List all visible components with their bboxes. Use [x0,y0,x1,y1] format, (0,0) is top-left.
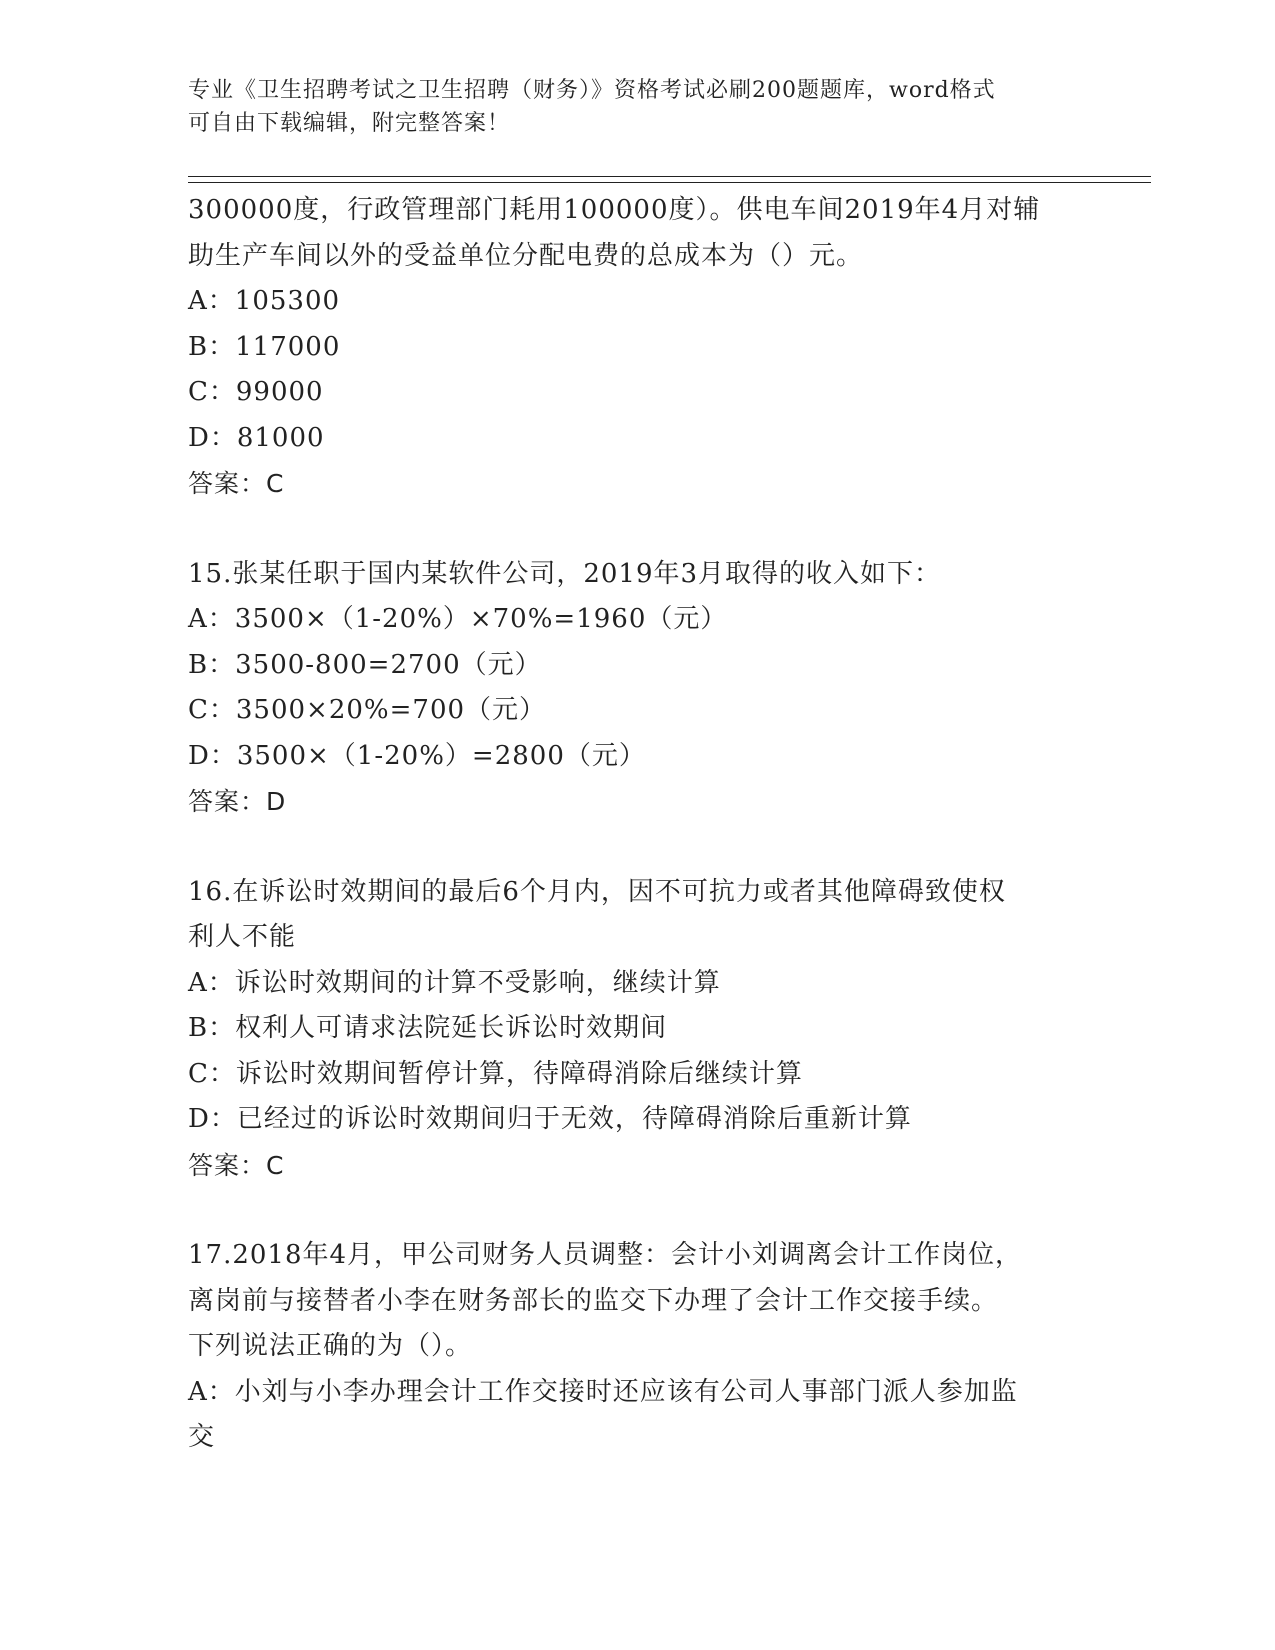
option-a-continued: 交 [188,1422,216,1452]
question-stem: 下列说法正确的为（）。 [188,1331,473,1361]
question-17 [188,1233,1088,1461]
header-divider-top [188,176,1151,177]
option-a: A：105300 [188,286,341,316]
option-a: A：小刘与小李办理会计工作交接时还应该有公司人事部门派人参加监 [188,1376,1018,1407]
question-15 [188,552,1088,825]
option-c: C：3500×20%=700（元） [188,695,547,725]
question-stem: 17.2018年4月，甲公司财务人员调整：会计小刘调离会计工作岗位， [188,1240,1023,1270]
document-header [188,74,1088,140]
question-14 [188,188,1088,507]
option-a: A：3500×（1-20%）×70%=1960（元） [188,604,728,634]
question-stem: 15.张某任职于国内某软件公司，2019年3月取得的收入如下： [188,558,942,589]
header-divider-bottom [188,182,1151,183]
option-c: C：99000 [188,377,324,407]
spacer [188,825,1088,870]
option-d: D：已经过的诉讼时效期间归于无效，待障碍消除后重新计算 [188,1104,912,1134]
header-title-line-1: 专业《卫生招聘考试之卫生招聘（财务）》资格考试必刷200题题库，word格式 [188,78,996,103]
question-stem: 利人不能 [188,922,297,952]
option-b: B：117000 [188,331,341,362]
question-16 [188,870,1088,1189]
option-d: D：3500×（1-20%）=2800（元） [188,740,646,771]
question-stem: 离岗前与接替者小李在财务部长的监交下办理了会计工作交接手续。 [188,1285,999,1316]
option-b: B：权利人可请求法院延长诉讼时效期间 [188,1013,668,1043]
option-b: B：3500-800=2700（元） [188,649,542,680]
answer: 答案：D [188,787,287,816]
answer: 答案：C [188,1150,285,1180]
option-a: A：诉讼时效期间的计算不受影响，继续计算 [188,967,721,998]
spacer [188,507,1088,552]
option-c: C：诉讼时效期间暂停计算，待障碍消除后继续计算 [188,1058,803,1089]
option-d: D：81000 [188,422,325,453]
spacer [188,1188,1088,1233]
answer: 答案：C [188,469,285,498]
question-list [188,188,1088,1461]
question-stem: 300000度，行政管理部门耗用100000度）。供电车间2019年4月对辅 [188,195,1041,225]
question-stem: 助生产车间以外的受益单位分配电费的总成本为（）元。 [188,240,864,271]
header-title-line-2: 可自由下载编辑，附完整答案！ [188,111,511,136]
question-stem: 16.在诉讼时效期间的最后6个月内，因不可抗力或者其他障碍致使权 [188,876,1006,907]
